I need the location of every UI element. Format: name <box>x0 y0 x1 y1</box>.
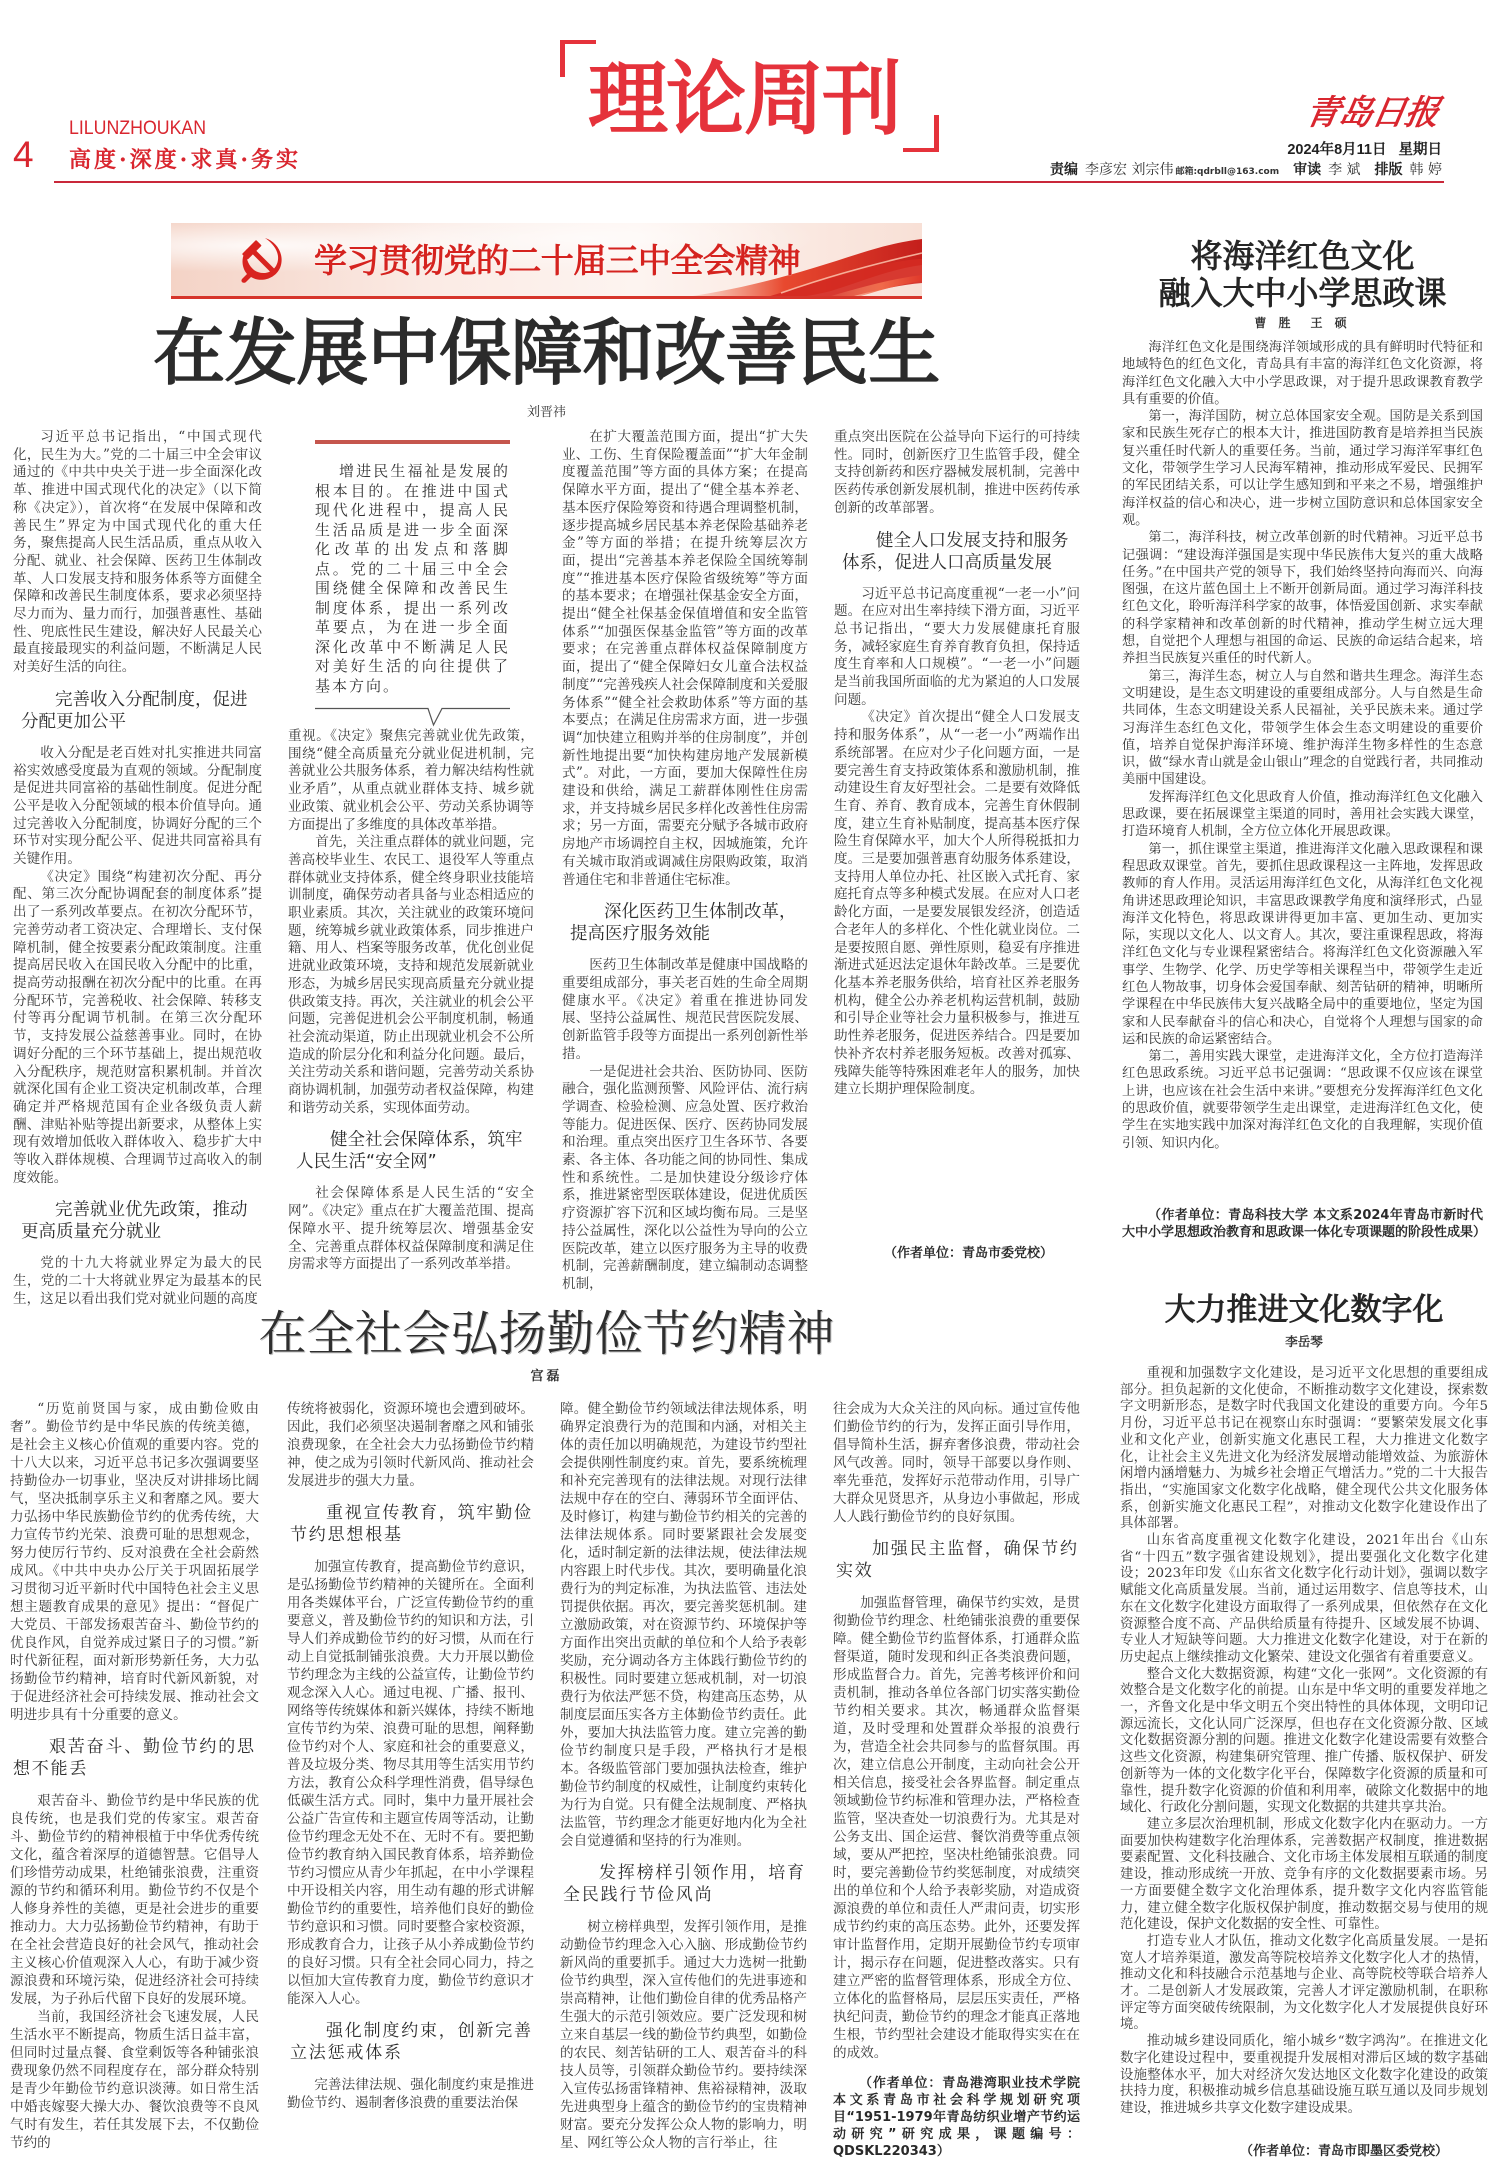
paragraph: 障。健全勤俭节约领域法律法规体系，明确界定浪费行为的范围和内涵，对相关主体的责任加以明确规范，为建设节约型社会提供刚性制度约束。首先，要系统梳理和补充完善现有的法律法规。对现行法律法规中存在的空白、薄弱环节全面评估、及时修订，构建与勤俭节约相关的完善的法律法规体系。同时要紧跟社会发展变化，适时制定新的法律法规，使法律法规内容跟上时代步伐。其次，要明确量化浪费行为的判定标准，为执法监管、违法处罚提供依据。再次，要完善奖惩机制。建立激励政策，对在资源节约、环境保护等方面作出突出贡献的单位和个人给予表彰奖励，充分调动各方主体践行勤俭节约的积极性。同时要建立惩戒机制，对一切浪费行为依法严惩不贷，构建高压态势，从制度层面压实各方主体勤俭节约责任。此外，要加大执法监管力度。建立完善的勤俭节约制度只是手段，严格执行才是根本。各级监管部门要加强执法检查，维护勤俭节约制度的权威性，让制度约束转化为行为自觉。只有健全法规制度、严格执法监管，节约理念才能更好地内化为全社会自觉遵循和坚持的行为准则。 <box>560 1401 807 1849</box>
paragraph: 社会保障体系是人民生活的“安全网”。《决定》重点在扩大覆盖范围、提高保障水平、提升统筹层次、增强基金安全、完善重点群体权益保障制度和满足住房需求等方面提出了一系列改革举措。 <box>288 1185 534 1273</box>
article-column <box>10 1400 259 2168</box>
paragraph: 习近平总书记高度重视“一老一小”问题。在应对出生率持续下滑方面，习近平总书记指出，“要大力发展健康托育服务，减轻家庭生育养育教育负担，保持适度生育率和人口规模”。“一老一小”问题是当前我国所面临的尤为紧迫的人口发展问题。 <box>834 585 1080 708</box>
section-heading: 完善收入分配制度，促进分配更加公平 <box>21 689 248 732</box>
column-text <box>1120 1366 1488 2139</box>
layout-label: 排版 <box>1374 162 1403 178</box>
paragraph: 第二，海洋科技，树立改革创新的时代精神。习近平总书记强调：“建设海洋强国是实现中华民族伟大复兴的重大战略任务。”在中国共产党的领导下，我们始终坚持向海而兴、向海图强，在这片蓝色国土上不断开创新局面。通过学习海洋科技红色文化，聆听海洋科学家的故事，体悟爱国创新、求实奉献的科学家精神和改革创新的时代精神，推动学生树立远大理想，自觉把个人理想与祖国的命运、民族的命运结合起来，培养担当民族复兴重任的时代新人。 <box>1122 530 1483 667</box>
article-column <box>560 1400 807 2168</box>
editor-label: 责编 <box>1050 162 1078 178</box>
editor-email: 邮箱:qdrbll@163.com <box>1175 167 1280 177</box>
paragraph: 第三，海洋生态，树立人与自然和谐共生理念。海洋生态文明建设，是生态文明建设的重要组成部分。人与自然是生命共同体，生态文明建设关系人民福祉，关乎民族未来。通过学习海洋生态红色文化，带领学生体会生态文明建设的重要价值，培养自觉保护海洋环境、维护海洋生物多样性的生态意识，做“绿水青山就是金山银山”理念的自觉践行者，共同推动美丽中国建设。 <box>1122 668 1483 788</box>
paragraph: 树立榜样典型，发挥引领作用，是推动勤俭节约理念入心入脑、形成勤俭节约新风尚的重要抓手。通过大力选树一批勤俭节约典型，深入宣传他们的先进事迹和崇高精神，让他们勤俭自律的优秀品格产生强大的示范引领效应。要广泛发现和树立来自基层一线的勤俭节约典型，如勤俭的农民、刻苦钻研的工人、艰苦奋斗的科技人员等，引领群众勤俭节约。要持续深入宣传弘扬雷锋精神、焦裕禄精神，汲取先进典型身上蕴含的勤俭节约的宝贵精神财富。要充分发挥公众人物的影响力，明星、网红等公众人物的言行举止，往 <box>560 1919 807 2151</box>
author-affiliation: （作者单位：青岛市委党校） <box>883 1246 1053 1261</box>
section-heading: 健全人口发展支持和服务体系，促进人口高质量发展 <box>842 530 1069 573</box>
proofreader-label: 审读 <box>1293 162 1322 178</box>
section-heading: 加强民主监督，确保节约实效 <box>836 1539 1079 1581</box>
article-title: 在全社会弘扬勤俭节约精神 <box>258 1306 835 1362</box>
article-author: 李岳琴 <box>1285 1334 1323 1349</box>
paragraph: 往会成为大众关注的风向标。通过宣传他们勤俭节约的行为，发挥正面引导作用，倡导简朴生活，摒弃奢侈浪费，带动社会风气改善。同时，领导干部要以身作则、率先垂范，发挥好示范带动作用，引导广大群众见贤思齐，从身边小事做起，形成人人践行勤俭节约的良好氛围。 <box>833 1401 1080 1525</box>
column-text <box>288 728 534 1273</box>
paragraph: 加强宣传教育，提高勤俭节约意识，是弘扬勤俭节约精神的关键所在。全面利用各类媒体平台，广泛宣传勤俭节约的重要意义，普及勤俭节约的知识和方法，引导人们养成勤俭节约的好习惯，从而在行动上自觉抵制铺张浪费。大力开展以勤俭节约理念为主线的公益宣传，让勤俭节约观念深入人心。通过电视、广播、报刊、网络等传统媒体和新兴媒体，持续不断地宣传节约为荣、浪费可耻的思想，阐释勤俭节约对个人、家庭和社会的重要意义，普及垃圾分类、物尽其用等生活实用节约方法，教育公众科学理性消费，倡导绿色低碳生活方式。同时，集中力量开展社会公益广告宣传和主题宣传周等活动，让勤俭节约理念无处不在、无时不有。要把勤俭节约教育纳入国民教育体系，培养勤俭节约习惯应从青少年抓起，在中小学课程中开设相关内容，用生动有趣的形式讲解勤俭节约的重要性，培养他们良好的勤俭节约意识和习惯。同时要整合家校资源，形成教育合力，让孩子从小养成勤俭节约的良好习惯。只有全社会同心同力，持之以恒加大宣传教育力度，勤俭节约意识才能深入人心。 <box>287 1559 534 2007</box>
column-text <box>834 429 1080 1241</box>
paragraph: 第一，抓住课堂主渠道，推进海洋文化融入思政课程和课程思政双课堂。首先，要抓住思政课程这一主阵地，发挥思政教师的育人作用。灵活运用海洋红色文化，从海洋红色文化视角讲述思政理论知识，丰富思政课教学角度和演绎形式，凸显海洋文化特色，将思政课讲得更加丰富、更加生动、更加实际，实现以文化人、以文育人。其次，要注重课程思政，将海洋红色文化与专业课程紧密结合。将海洋红色文化资源融入军事学、生物学、化学、历史学等相关课程当中，带领学生走近红色人物故事，切身体会爱国奉献、刻苦钻研的精神，明晰所学课程在中华民族伟大复兴战略全局中的重要地位，坚定为国家和人民奉献奋斗的信心和决心，自觉将个人理想与国家的命运和民族的命运紧密结合。 <box>1122 841 1483 1047</box>
paragraph: 加强监督管理，确保节约实效，是贯彻勤俭节约理念、杜绝铺张浪费的重要保障。健全勤俭节约监督体系，打通群众监督渠道，随时发现和纠正各类浪费问题，形成监督合力。首先，完善考核评价和问责机制，推动各单位各部门切实落实勤俭节约相关要求。其次，畅通群众监督渠道，及时受理和处置群众举报的浪费行为，营造全社会共同参与的监督氛围。再次，建立信息公开制度，主动向社会公开相关信息，接受社会各界监督。制定重点领域勤俭节约标准和管理办法，严格检查监管，坚决查处一切浪费行为。尤其是对公务支出、国企运营、餐饮消费等重点领域，要从严把控，坚决杜绝铺张浪费。同时，要完善勤俭节约奖惩制度，对成绩突出的单位和个人给予表彰奖励，对造成资源浪费的单位和责任人严肃问责，切实形成节约约束的高压态势。此外，还要发挥审计监督作用，定期开展勤俭节约专项审计，揭示存在问题，促进整改落实。只有建立严密的监督管理体系，形成全方位、立体化的监督格局，层层压实责任，严格执纪问责，勤俭节约的理念才能真正落地生根，节约型社会建设才能取得实实在在的成效。 <box>833 1595 1080 2061</box>
paragraph: 习近平总书记指出，“中国式现代化，民生为大。”党的二十届三中全会审议通过的《中共中央关于进一步全面深化改革、推进中国式现代化的决定》（以下简称《决定》），首次将“在发展中保障和改善民生”界定为中国式现代化的重大任务，聚焦提高人民生活品质，重点从收入分配、就业、社会保障、医药卫生体制改革、人口发展支持和服务体系等方面健全保障和改善民生制度体系，要求必须坚持尽力而为、量力而行，加强普惠性、基础性、兜底性民生建设，解决好人民最关心最直接最现实的利益问题，不断满足人民对美好生活的向往。 <box>13 429 262 676</box>
section-pinyin: LILUNZHOUKAN <box>69 117 207 139</box>
paragraph: “历览前贤国与家，成由勤俭败由奢”。勤俭节约是中华民族的传统美德，是社会主义核心价值观的重要内容。党的十八大以来，习近平总书记多次强调要坚持勤俭办一切事业，坚决反对讲排场比阔气，坚决抵制享乐主义和奢靡之风。要大力弘扬中华民族勤俭节约的优秀传统，大力宣传节约光荣、浪费可耻的思想观念，努力使厉行节约、反对浪费在全社会蔚然成风。《中共中央办公厅关于巩固拓展学习贯彻习近平新时代中国特色社会主义思想主题教育成果的意见》提出：“督促广大党员、干部发扬艰苦奋斗、勤俭节约的优良作风，自觉养成过紧日子的习惯。”新时代新征程，面对新形势新任务，大力弘扬勤俭节约精神，培育时代新风新貌，对于促进经济社会可持续发展、推动社会文明进步具有十分重要的意义。 <box>10 1401 259 1723</box>
article-title <box>1122 238 1483 312</box>
article-column <box>834 429 1080 1262</box>
paragraph: 重视和加强数字文化建设，是习近平文化思想的重要组成部分。担负起新的文化使命，不断推动数字文化建设，探索数字文明新形态，是数字时代我国文化建设的重要方向。今年5月份，习近平总书记在视察山东时强调：“要繁荣发展文化事业和文化产业，创新实施文化惠民工程，大力推进文化数字化，让社会主义先进文化为经济发展增动能增效益、为旅游休闲增内涵增魅力、为城乡社会增正气增活力。”党的二十大报告指出，“实施国家文化数字化战略，健全现代公共文化服务体系，创新实施文化惠民工程”，对推动文化数字化建设作出了具体部署。 <box>1120 1366 1488 1532</box>
paragraph: 山东省高度重视文化数字化建设，2021年出台《山东省“十四五”数字强省建设规划》，提出要强化文化数字化建设；2023年印发《山东省文化数字化行动计划》，强调以数字赋能文化高质量发展。当前，通过运用数字、信息等技术，山东在文化数字化建设方面取得了一系列成果，但依然存在文化资源整合度不高、产品供给质量有待提升、区域发展不协调、专业人才短缺等问题。大力推进文化数字化建设，对于在新的历史起点上继续推动文化繁荣、建设文化强省有着重要意义。 <box>1120 1533 1488 1665</box>
pull-quote-text: 增进民生福祉是发展的根本目的。在推进中国式现代化进程中，提高人民生活品质是进一步全面深化改革的出发点和落脚点。党的二十届三中全会围绕健全保障和改善民生制度体系，提出一系列改革要点，为在进一步全面深化改革中不断满足人民对美好生活的向往提供了基本方向。 <box>315 462 510 695</box>
issue-date <box>1287 142 1442 158</box>
paragraph: 首先，关注重点群体的就业问题，完善高校毕业生、农民工、退役军人等重点群体就业支持体系，健全终身职业技能培训制度，确保劳动者具备与业态相适应的职业素质。其次，关注就业的政策环境问题，统筹城乡就业政策体系，同步推进户籍、用人、档案等服务改革，优化创业促进就业政策环境，支持和规范发展新就业形态，为城乡居民实现高质量充分就业提供政策支持。再次，关注就业的机会公平问题，完善促进机会公平制度机制，畅通社会流动渠道，防止出现就业机会不公所造成的阶层分化和利益分化问题。最后，关注劳动关系和谐问题，完善劳动关系协商协调机制，加强劳动者权益保障，构建和谐劳动关系，实现体面劳动。 <box>288 834 534 1116</box>
paragraph: 收入分配是老百姓对扎实推进共同富裕实效感受度最为直观的领域。分配制度是促进共同富裕的基础性制度。促进分配公平是收入分配领域的根本价值导向。通过完善收入分配制度，协调好分配的三个环节对实现分配公平、促进共同富裕具有关键作用。 <box>13 744 262 868</box>
column-text <box>1122 339 1483 1205</box>
section-slogan: 高度·深度·求真·务实 <box>69 147 301 173</box>
article-author: 宫磊 <box>530 1369 563 1384</box>
paragraph: 医药卫生体制改革是健康中国战略的重要组成部分，事关老百姓的生命全周期健康水平。《决定》着重在推进协同发展、坚持公益属性、规范民营医院发展、创新监管手段等方面提出一系列创新性举措。 <box>562 957 808 1062</box>
article-title: 大力推进文化数字化 <box>1164 1292 1444 1328</box>
paragraph: 海洋红色文化是围绕海洋领域形成的具有鲜明时代特征和地域特色的红色文化，青岛具有丰富的海洋红色文化资源，将海洋红色文化融入大中小学思政课，对于提升思政课教育教学具有重要的价值。 <box>1122 340 1483 407</box>
author-affiliation: （作者单位：青岛科技大学 本文系2024年青岛市新时代大中小学思想政治教育和思政课一体化专项课题的阶段性成果） <box>1122 1208 1487 1240</box>
paragraph: 传统将被弱化，资源环境也会遭到破坏。因此，我们必须坚决遏制奢靡之风和铺张浪费现象，在全社会大力弘扬勤俭节约精神，使之成为引领时代新风尚、推动社会发展进步的强大力量。 <box>287 1401 534 1489</box>
section-heading: 强化制度约束，创新完善立法惩戒体系 <box>290 2021 533 2063</box>
section-heading: 健全社会保障体系，筑牢人民生活“安全网” <box>296 1130 523 1173</box>
title-line: 融入大中小学思政课 <box>1158 274 1447 312</box>
newspaper-logo: 青岛日报 <box>1302 93 1442 133</box>
weekday-text: 星期日 <box>1398 142 1442 158</box>
header-divider <box>54 181 1444 183</box>
topic-banner <box>171 223 922 299</box>
pull-quote <box>315 440 510 727</box>
article-column <box>833 1400 1080 2160</box>
paragraph: 推动城乡建设同质化，缩小城乡“数字鸿沟”。在推进文化数字化建设过程中，要重视提升发展相对滞后区域的数字基础设施整体水平，加大对经济欠发达地区文化数字化建设的政策扶持力度，积极推动城乡信息基础设施互联互通以及同步规划建设，推进城乡共享文化数字建设成果。 <box>1120 2034 1488 2116</box>
paragraph: 一是促进社会共治、医防协同、医防融合，强化监测预警、风险评估、流行病学调查、检验检测、应急处置、医疗救治等能力。促进医保、医疗、医药协同发展和治理。重点突出医疗卫生各环节、各要素、各主体、各功能之间的协同性、集成性和系统性。二是加快建设分级诊疗体系，推进紧密型医联体建设，促进优质医疗资源扩容下沉和区域均衡布局。三是坚持公益属性，深化以公益性为导向的公立医院改革，建立以医疗服务为主导的收费机制，完善薪酬制度，建立编制动态调整机制， <box>562 1063 808 1292</box>
article-column <box>562 429 808 1292</box>
column-text <box>833 1400 1080 2073</box>
author-affiliation: （作者单位：青岛港湾职业技术学院 本文系青岛市社会科学规划研究项目“1951-1979年青岛纺织业增产节约运动研究”研究成果，课题编号：QDSKL220343） <box>833 2076 1080 2159</box>
article-title: 在发展中保障和改善民生 <box>153 310 940 395</box>
pull-quote-tail-icon <box>315 707 510 727</box>
staff-credits <box>1050 162 1442 180</box>
article-column <box>13 429 262 1307</box>
section-heading: 重视宣传教育，筑牢勤俭节约思想根基 <box>290 1503 533 1545</box>
paragraph: 党的十九大将就业界定为最大的民生，党的二十大将就业界定为最基本的民生，这足以看出我们党对就业问题的高度 <box>13 1255 262 1307</box>
layout-name: 韩 婷 <box>1409 162 1442 178</box>
paragraph: 《决定》围绕“构建初次分配、再分配、第三次分配协调配套的制度体系”提出了一系列改革要点。在初次分配环节，完善劳动者工资决定、合理增长、支付保障机制，健全按要素分配政策制度。注重提高居民收入在国民收入分配中的比重，提高劳动报酬在初次分配中的比重。在再分配环节，完善税收、社会保障、转移支付等再分配调节机制。在第三次分配环节，支持发展公益慈善事业。同时，在协调好分配的三个环节基础上，提出规范收入分配秩序，规范财富积累机制。并首次就深化国有企业工资决定机制改革，合理确定并严格规范国有企业各级负责人薪酬、津贴补贴等提出新要求，从整体上实现有效增加低收入群体收入、稳步扩大中等收入群体规模、合理调节过高收入的制度效能。 <box>13 868 262 1186</box>
paragraph: 第一，海洋国防，树立总体国家安全观。国防是关系到国家和民族生死存亡的根本大计，推进国防教育是培养担当民族复兴重任时代新人的重要任务。当前，通过学习海洋军事红色文化，带领学生学习人民海军精神，推动形成军爱民、民拥军的军民团结关系，可以让学生感知到和平来之不易，增强维护海洋权益的信心和决心，进一步树立国防意识和总体国家安全观。 <box>1122 409 1483 528</box>
paragraph: 完善法律法规、强化制度约束是推进勤俭节约、遏制奢侈浪费的重要法治保 <box>287 2077 534 2111</box>
proofreader-name: 李 斌 <box>1328 162 1361 178</box>
title-line: 将海洋红色文化 <box>1190 237 1415 275</box>
section-heading: 艰苦奋斗、勤俭节约的思想不能丢 <box>13 1737 256 1779</box>
editor-names: 李彦宏 刘宗伟 <box>1085 162 1174 178</box>
paragraph: 重视。《决定》聚焦完善就业优先政策，围绕“健全高质量充分就业促进机制，完善就业公共服务体系，着力解决结构性就业矛盾”，从重点就业群体支持、城乡就业政策、就业机会公平、劳动关系协调等方面提出了多维度的具体改革举措。 <box>288 728 534 833</box>
article-author: 刘晋祎 <box>526 405 566 420</box>
paragraph: 整合文化大数据资源，构建“文化一张网”。文化资源的有效整合是文化数字化的前提。山东是中华文明的重要发祥地之一，齐鲁文化是中华文明五个突出特性的具体体现，文明印记源远流长，文化认同广泛深厚，但也存在文化资源分散、区域文化数据资源分割的问题。推进文化数字化建设需要有效整合这些文化资源，构建集研究管理、推广传播、版权保护、研发创新等为一体的文化数字化平台，保障数字化资源的质量和可靠性，提升数字化资源的价值和利用率，破除文化数据中的地域化、行政化分割问题，实现文化数据的共建共享共治。 <box>1120 1666 1488 1816</box>
date-text: 2024年8月11日 <box>1287 142 1387 158</box>
paragraph: 第二，善用实践大课堂，走进海洋文化，全方位打造海洋红色思政系统。习近平总书记强调：“思政课不仅应该在课堂上讲，也应该在社会生活中来讲。”要想充分发挥海洋红色文化的思政价值，就要带领学生走出课堂，走进海洋红色文化，使学生在实地实践中加深对海洋红色文化的自我理解，实现价值引领、知识内化。 <box>1122 1049 1483 1151</box>
page-number: 4 <box>13 134 34 175</box>
paragraph: 《决定》首次提出“健全人口发展支持和服务体系”，从“一老一小”两端作出系统部署。在应对少子化问题方面，一是要完善生育支持政策体系和激励机制，推动建设生育友好型社会。二是要有效降低生育、养育、教育成本，完善生育休假制度，建立生育补贴制度，提高基本医疗保险生育保障水平，加大个人所得税抵扣力度。三是要加强普惠育幼服务体系建设，支持用人单位办托、社区嵌入式托育、家庭托育点等多种模式发展。在应对人口老龄化方面，一是要发展银发经济，创造适合老年人的多样化、个性化就业岗位。二是要按照自愿、弹性原则，稳妥有序推进渐进式延迟法定退休年龄改革。三是要优化基本养老服务供给，培育社区养老服务机构，健全公办养老机构运营机制，鼓励和引导企业等社会力量积极参与，推进互助性养老服务，促进医养结合。四是要加快补齐农村养老服务短板。改善对孤寡、残障失能等特殊困难老年人的服务，加快建立长期护理保险制度。 <box>834 709 1080 1098</box>
section-heading: 完善就业优先政策，推动更高质量充分就业 <box>21 1200 248 1243</box>
article-column <box>1120 1366 1488 2160</box>
paragraph: 在扩大覆盖范围方面，提出“扩大失业、工伤、生育保险覆盖面”“扩大年金制度覆盖范围”等方面的具体方案；在提高保障水平方面，提出了“健全基本养老、基本医疗保险筹资和待遇合理调整机制，逐步提高城乡居民基本养老保险基础养老金”等方面的举措；在提升统筹层次方面，提出“完善基本养老保险全国统筹制度”“推进基本医疗保险省级统筹”等方面的基本要求；在增强社保基金安全方面，提出“健全社保基金保值增值和安全监管体系”“加强医保基金监管”等方面的改革要求；在完善重点群体权益保障制度方面，提出了“健全保障妇女儿童合法权益制度”“完善残疾人社会保障制度和关爱服务体系”“健全社会救助体系”等方面的基本要点；在满足住房需求方面，进一步强调“加快建立租购并举的住房制度”，并创新性地提出要“加快构建房地产发展新模式”。对此，一方面，要加大保障性住房建设和供给，满足工薪群体刚性住房需求，并支持城乡居民多样化改善性住房需求；另一方面，需要充分赋予各城市政府房地产市场调控自主权，因城施策，允许有关城市取消或调减住房限购政策，取消普通住宅和非普通住宅标准。 <box>562 429 808 888</box>
paragraph: 发挥海洋红色文化思政育人价值，推动海洋红色文化融入思政课，要在拓展课堂主渠道的同时，善用社会实践大课堂，打造环境育人机制，全方位立体化开展思政课。 <box>1122 789 1483 840</box>
hammer-and-sickle-icon <box>235 234 287 284</box>
paragraph: 打造专业人才队伍，推动文化数字化高质量发展。一是拓宽人才培养渠道，激发高等院校培养文化数字化人才的热情，推动文化和科技融合示范基地与企业、高等院校等联合培养人才。二是创新人才发展政策，完善人才评定激励机制，在职称评定等方面突破传统限制，为文化数字化人才发展提供良好环境。 <box>1120 1933 1488 2033</box>
paragraph: 建立多层次治理机制，形成文化数字化内在驱动力。一方面要加快构建数字化治理体系，完善数据产权制度，推进数据要素配置、文化科技融合、文化市场主体发展相互联通的制度建设，推动形成统一开放、竞争有序的文化数据要素市场。另一方面要健全数字文化治理体系，提升数字文化内容监管能力，建立健全数字化版权保护制度，推动数据交易与使用的规范化建设，保护文化数据的安全性、可靠性。 <box>1120 1816 1488 1933</box>
article-author: 曹 胜 王 硕 <box>1254 316 1351 330</box>
article-column <box>1122 339 1487 1241</box>
section-title: 理论周刊 <box>588 52 900 146</box>
section-heading: 深化医药卫生体制改革，提高医疗服务效能 <box>570 902 797 945</box>
corner-bracket-close-icon <box>903 115 939 152</box>
author-affiliation: （作者单位：青岛市即墨区委党校） <box>1239 2144 1448 2159</box>
section-heading: 发挥榜样引领作用，培育全民践行节俭风尚 <box>563 1863 806 1905</box>
paragraph: 艰苦奋斗、勤俭节约是中华民族的优良传统，也是我们党的传家宝。艰苦奋斗、勤俭节约的精神根植于中华优秀传统文化，蕴含着深厚的道德智慧。它倡导人们珍惜劳动成果，杜绝铺张浪费，注重资源的节约和循环利用。勤俭节约不仅是个人修身养性的美德，更是社会进步的重要推动力。大力弘扬勤俭节约精神，有助于在全社会营造良好的社会风气，推动社会主义核心价值观深入人心，有助于减少资源浪费和环境污染，促进经济社会可持续发展，为子孙后代留下良好的发展环境。 <box>10 1793 259 2007</box>
article-column <box>287 1400 534 2168</box>
paragraph: 重点突出医院在公益导向下运行的可持续性。同时，创新医疗卫生监管手段，健全支持创新药和医疗器械发展机制，完善中医药传承创新发展机制，推进中医药传承创新的改革部署。 <box>834 429 1080 516</box>
pull-quote-bar <box>315 440 510 444</box>
article-column <box>288 429 534 1273</box>
paragraph: 当前，我国经济社会飞速发展，人民生活水平不断提高，物质生活日益丰富，但同时过量点餐、食堂剩饭等各种铺张浪费现象仍然不同程度存在，部分群众特别是青少年勤俭节约意识淡薄。如日常生活中婚丧嫁娶大操大办、餐饮浪费等不良风气时有发生，若任其发展下去，不仅勤俭节约的 <box>10 2009 259 2151</box>
banner-title: 学习贯彻党的二十届三中全会精神 <box>314 241 801 280</box>
